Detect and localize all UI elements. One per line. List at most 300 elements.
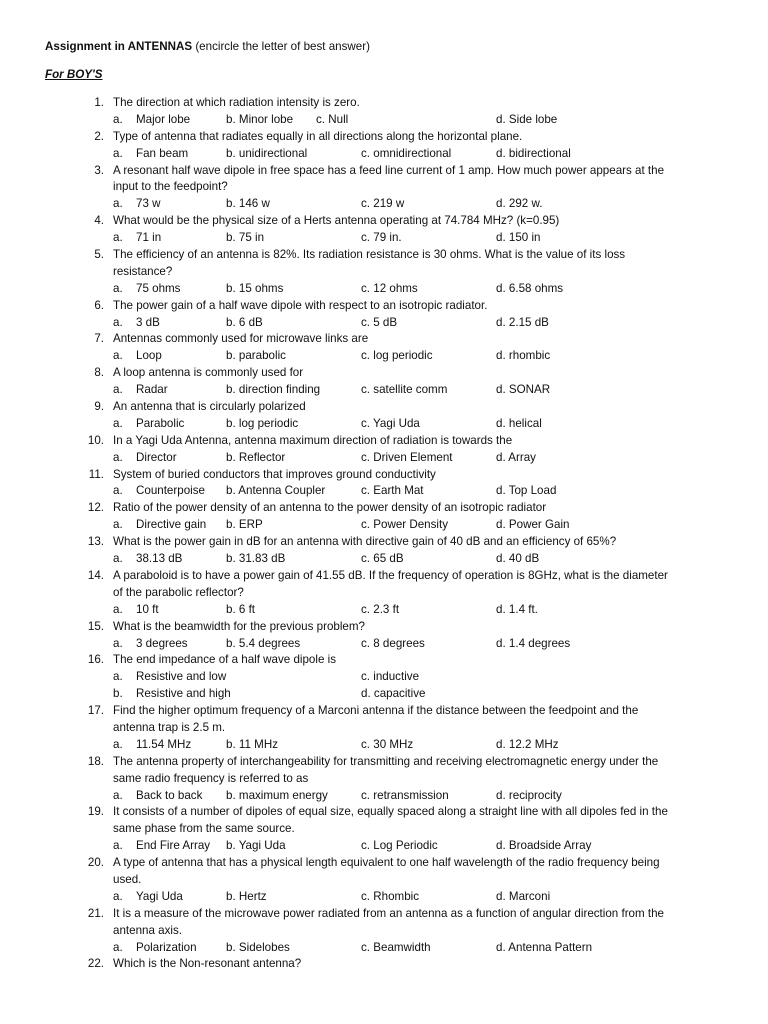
question-text: Find the higher optimum frequency of a Marconi antenna if the distance between the feedpoint and the xyxy=(113,704,639,718)
option-letter[interactable]: c. xyxy=(361,788,371,802)
option-text[interactable]: 12 ohms xyxy=(373,281,418,295)
option-text[interactable]: Antenna Coupler xyxy=(238,484,326,498)
option-letter[interactable]: b. xyxy=(226,839,236,853)
option-c[interactable] xyxy=(361,348,433,365)
option-letter[interactable]: c. xyxy=(316,112,326,126)
option-text[interactable]: log periodic xyxy=(373,349,433,363)
option-letter[interactable]: c. xyxy=(361,602,371,616)
question-text: same phase from the same source. xyxy=(113,822,295,836)
option-c[interactable] xyxy=(361,146,451,163)
option-b[interactable] xyxy=(226,838,286,855)
option-c[interactable] xyxy=(361,602,399,619)
option-d[interactable] xyxy=(496,889,550,906)
option-text[interactable]: Sidelobes xyxy=(238,940,290,954)
question-text: It is a measure of the microwave power radiated from an antenna as a function of angular direction from the xyxy=(113,906,664,920)
options-row xyxy=(0,636,768,653)
option-letter[interactable]: b. xyxy=(226,349,236,363)
question-line xyxy=(0,500,768,517)
option-letter[interactable]: d. xyxy=(496,552,506,566)
question-number: 1. xyxy=(94,96,104,109)
option-letter[interactable]: d. xyxy=(496,484,506,498)
option-letter[interactable]: a. xyxy=(113,636,123,650)
option-c[interactable] xyxy=(361,450,453,467)
option-letter[interactable]: b. xyxy=(226,383,236,397)
option-c[interactable] xyxy=(361,889,419,906)
option-letter[interactable]: c. xyxy=(361,889,371,903)
option-letter[interactable]: b. xyxy=(226,146,236,160)
option-text[interactable]: Yagi Uda xyxy=(373,416,420,430)
option-letter[interactable]: c. xyxy=(361,197,371,211)
option-text[interactable]: 292 w. xyxy=(508,197,543,211)
option-b[interactable] xyxy=(226,483,325,500)
question-line xyxy=(0,247,768,264)
option-text[interactable]: Fan beam xyxy=(136,146,189,160)
option-letter[interactable]: d. xyxy=(496,518,506,532)
option-text[interactable]: 6 ft xyxy=(238,602,256,616)
question-text: antenna axis. xyxy=(113,923,182,937)
option-letter[interactable]: a. xyxy=(113,889,123,903)
option-c[interactable] xyxy=(361,737,413,754)
question-line xyxy=(0,467,768,484)
question-line xyxy=(0,619,768,636)
question-text: A resonant half wave dipole in free space has a feed line current of 1 amp. How much power appears at the xyxy=(113,163,665,177)
option-text[interactable]: reciprocity xyxy=(508,788,562,802)
option-c[interactable] xyxy=(361,636,425,653)
option-letter[interactable]: b. xyxy=(226,315,236,329)
option-letter[interactable]: d. xyxy=(496,636,506,650)
option-letter[interactable]: d. xyxy=(496,450,506,464)
option-b[interactable] xyxy=(226,636,300,653)
option-second-column[interactable] xyxy=(361,686,425,703)
option-b[interactable] xyxy=(226,517,263,534)
option-text[interactable]: ERP xyxy=(238,518,263,532)
option-letter[interactable]: c. xyxy=(361,518,371,532)
question-number: 4. xyxy=(94,214,104,228)
option-letter[interactable]: c. xyxy=(361,940,371,954)
question-line xyxy=(0,855,768,872)
option-text[interactable]: 31.83 dB xyxy=(238,552,286,566)
option-letter[interactable]: b. xyxy=(226,636,236,650)
option-letter[interactable]: c. xyxy=(361,737,371,751)
question-line-continued xyxy=(0,585,768,602)
options-row xyxy=(0,416,768,433)
option-second-column[interactable] xyxy=(361,669,419,686)
option-text[interactable]: Top Load xyxy=(508,484,557,498)
question-number: 6. xyxy=(94,298,104,312)
option-text[interactable]: Loop xyxy=(136,349,162,363)
option-letter[interactable]: a. xyxy=(113,112,123,126)
option-text[interactable]: parabolic xyxy=(238,349,286,363)
option-c[interactable] xyxy=(361,483,424,500)
option-letter[interactable]: d. xyxy=(496,383,506,397)
assignment-header xyxy=(45,40,370,54)
options-row xyxy=(0,838,768,855)
option-text[interactable]: Antenna Pattern xyxy=(508,940,593,954)
option-letter[interactable]: b. xyxy=(226,112,236,126)
option-letter[interactable]: b. xyxy=(226,940,236,954)
option-b[interactable] xyxy=(226,348,286,365)
option-text[interactable]: Resistive and high xyxy=(136,687,231,701)
option-letter[interactable]: a. xyxy=(113,146,123,160)
option-letter[interactable]: a. xyxy=(113,737,123,751)
option-text[interactable]: maximum energy xyxy=(238,788,328,802)
option-text[interactable]: 8 degrees xyxy=(373,636,425,650)
option-text[interactable]: End Fire Array xyxy=(136,839,211,853)
option-b[interactable] xyxy=(226,551,285,568)
option-text[interactable]: 3 degrees xyxy=(136,636,188,650)
option-b[interactable] xyxy=(226,146,307,163)
option-text[interactable]: bidirectional xyxy=(508,146,571,160)
option-d[interactable] xyxy=(496,281,563,298)
option-d[interactable] xyxy=(496,348,550,365)
option-letter[interactable]: c. xyxy=(361,383,371,397)
option-letter[interactable]: a. xyxy=(113,383,123,397)
option-text[interactable]: 11 MHz xyxy=(238,737,278,751)
option-d[interactable] xyxy=(496,146,571,163)
question-text: System of buried conductors that improves ground conductivity xyxy=(113,467,436,481)
option-letter[interactable]: a. xyxy=(113,670,123,684)
option-letter[interactable]: d. xyxy=(496,416,506,430)
option-text[interactable]: Resistive and low xyxy=(136,670,227,684)
option-letter[interactable]: a. xyxy=(113,450,123,464)
question-text: used. xyxy=(113,872,142,886)
question-number: 19. xyxy=(87,805,104,819)
option-b[interactable] xyxy=(226,788,328,805)
option-text[interactable]: 150 in xyxy=(508,231,541,245)
option-letter[interactable]: a. xyxy=(113,940,123,954)
option-letter[interactable]: c. xyxy=(361,552,371,566)
question-text: What is the power gain in dB for an antenna with directive gain of 40 dB and an efficiency of 65%? xyxy=(113,535,617,549)
option-text[interactable]: 40 dB xyxy=(508,552,540,566)
option-b[interactable] xyxy=(226,196,270,213)
option-text[interactable]: Rhombic xyxy=(373,889,420,903)
option-letter[interactable]: c. xyxy=(361,349,371,363)
option-letter[interactable]: c. xyxy=(361,839,371,853)
option-text[interactable]: 38.13 dB xyxy=(136,552,183,566)
question-number: 3. xyxy=(94,163,104,177)
question-text: The power gain of a half wave dipole with respect to an isotropic radiator. xyxy=(113,298,488,312)
option-letter[interactable]: a. xyxy=(113,315,123,329)
option-letter[interactable]: d. xyxy=(496,839,506,853)
question-line xyxy=(0,652,768,669)
option-letter[interactable]: c. xyxy=(361,670,371,684)
question-text: In a Yagi Uda Antenna, antenna maximum direction of radiation is towards the xyxy=(113,433,513,447)
question-text: The end impedance of a half wave dipole is xyxy=(113,653,336,667)
option-letter[interactable]: a. xyxy=(113,518,123,532)
option-letter[interactable]: b. xyxy=(226,281,236,295)
option-text[interactable]: 79 in. xyxy=(373,231,402,245)
question-line xyxy=(0,956,768,973)
option-letter[interactable]: d. xyxy=(496,315,506,329)
option-c[interactable] xyxy=(361,517,448,534)
option-b[interactable] xyxy=(226,737,278,754)
option-text[interactable]: Power Gain xyxy=(508,518,570,532)
option-letter[interactable]: a. xyxy=(113,349,123,363)
option-text[interactable]: 6.58 ohms xyxy=(508,281,564,295)
option-b[interactable] xyxy=(226,112,293,129)
option-text[interactable]: 75 ohms xyxy=(136,281,181,295)
option-text[interactable]: retransmission xyxy=(373,788,449,802)
option-text[interactable]: 2.3 ft xyxy=(373,602,400,616)
options-row xyxy=(0,517,768,534)
question-number: 8. xyxy=(94,366,104,380)
option-letter[interactable]: b. xyxy=(226,231,236,245)
option-text[interactable]: Yagi Uda xyxy=(136,889,183,903)
option-letter[interactable]: a. xyxy=(113,788,123,802)
option-letter[interactable]: d. xyxy=(496,737,506,751)
option-text[interactable]: Null xyxy=(328,112,349,126)
option-text[interactable]: 11.54 MHz xyxy=(136,737,192,751)
options-row xyxy=(0,281,768,298)
option-letter[interactable]: b. xyxy=(226,737,236,751)
option-text[interactable]: 5.4 degrees xyxy=(238,636,301,650)
option-letter[interactable]: a. xyxy=(113,416,123,430)
question-text: It consists of a number of dipoles of equal size, equally spaced along a straight line with all dipoles fed in the xyxy=(113,805,668,819)
question-text: What would be the physical size of a Herts antenna operating at 74.784 MHz? (k=0.95) xyxy=(113,214,560,228)
option-text[interactable]: 10 ft xyxy=(136,602,159,616)
question-number: 11. xyxy=(88,467,104,481)
option-text[interactable]: 73 w xyxy=(136,197,161,211)
option-d[interactable] xyxy=(496,315,549,332)
options-row xyxy=(0,450,768,467)
option-letter[interactable]: b. xyxy=(226,518,236,532)
option-d[interactable] xyxy=(496,483,556,500)
option-text[interactable]: 6 dB xyxy=(238,315,263,329)
option-letter[interactable]: d. xyxy=(496,788,506,802)
option-text[interactable]: rhombic xyxy=(508,349,551,363)
options-row xyxy=(0,230,768,247)
option-d[interactable] xyxy=(496,602,538,619)
option-text[interactable]: Director xyxy=(136,450,177,464)
options-row xyxy=(0,686,768,703)
question-line xyxy=(0,568,768,585)
question-line-continued xyxy=(0,923,768,940)
option-d[interactable] xyxy=(496,450,536,467)
option-text[interactable]: 1.4 ft. xyxy=(508,602,538,616)
option-letter[interactable]: b. xyxy=(226,602,236,616)
option-text[interactable]: Polarization xyxy=(136,940,197,954)
option-d[interactable] xyxy=(496,230,541,247)
option-letter[interactable]: d. xyxy=(496,197,506,211)
question-text: A type of antenna that has a physical length equivalent to one half wavelength of the radio frequency being xyxy=(113,856,660,870)
option-c[interactable] xyxy=(361,315,397,332)
option-d[interactable] xyxy=(496,551,539,568)
option-text[interactable]: Hertz xyxy=(238,889,267,903)
option-letter[interactable]: c. xyxy=(361,315,371,329)
option-c[interactable] xyxy=(361,838,438,855)
option-d[interactable] xyxy=(496,838,591,855)
question-line xyxy=(0,129,768,146)
option-text[interactable]: Parabolic xyxy=(136,416,185,430)
option-text[interactable]: unidirectional xyxy=(238,146,308,160)
option-d[interactable] xyxy=(496,416,542,433)
option-text[interactable]: helical xyxy=(508,416,542,430)
question-line xyxy=(0,298,768,315)
question-text: Ratio of the power density of an antenna to the power density of an isotropic radiator xyxy=(113,501,547,515)
option-text[interactable]: Earth Mat xyxy=(373,484,424,498)
option-letter[interactable]: d. xyxy=(496,940,506,954)
option-letter[interactable]: c. xyxy=(361,281,371,295)
question-text: Which is the Non-resonant antenna? xyxy=(113,957,302,971)
option-text[interactable]: Power Density xyxy=(373,518,449,532)
option-b[interactable] xyxy=(226,315,263,332)
option-c[interactable] xyxy=(361,551,404,568)
option-text[interactable]: Side lobe xyxy=(508,112,558,126)
option-text[interactable]: 75 in xyxy=(238,231,265,245)
question-line xyxy=(0,365,768,382)
question-line xyxy=(0,95,768,112)
option-text[interactable]: 219 w xyxy=(373,197,405,211)
option-d[interactable] xyxy=(496,196,542,213)
question-text: resistance? xyxy=(113,264,173,278)
option-letter[interactable]: a. xyxy=(113,281,123,295)
options-row xyxy=(0,602,768,619)
option-text[interactable]: Broadside Array xyxy=(508,839,592,853)
option-letter[interactable]: a. xyxy=(113,231,123,245)
question-line-continued xyxy=(0,821,768,838)
option-letter[interactable]: c. xyxy=(361,231,371,245)
option-letter[interactable]: b. xyxy=(226,416,236,430)
option-text[interactable]: Minor lobe xyxy=(238,112,294,126)
option-text[interactable]: Marconi xyxy=(508,889,551,903)
option-letter[interactable]: b. xyxy=(113,687,123,701)
question-number: 13. xyxy=(87,535,104,549)
option-text[interactable]: Log Periodic xyxy=(373,839,438,853)
option-b[interactable] xyxy=(226,281,283,298)
option-b[interactable] xyxy=(226,940,290,957)
question-line xyxy=(0,804,768,821)
option-letter[interactable]: b. xyxy=(226,450,236,464)
option-text[interactable]: Reflector xyxy=(238,450,286,464)
option-b[interactable] xyxy=(226,416,298,433)
option-c[interactable] xyxy=(361,416,420,433)
question-number: 12. xyxy=(87,501,104,515)
option-d[interactable] xyxy=(496,636,570,653)
option-letter[interactable]: d. xyxy=(496,349,506,363)
option-text[interactable]: 30 MHz xyxy=(373,737,414,751)
option-text[interactable]: 71 in xyxy=(136,231,162,245)
assignment-title: Assignment in ANTENNAS xyxy=(45,40,193,53)
option-c[interactable] xyxy=(361,382,447,399)
question-text: The efficiency of an antenna is 82%. Its radiation resistance is 30 ohms. What is the value of its loss xyxy=(113,248,626,262)
option-letter[interactable]: d. xyxy=(496,281,506,295)
option-letter[interactable]: d. xyxy=(496,112,506,126)
option-text[interactable]: 15 ohms xyxy=(238,281,284,295)
question-number: 20. xyxy=(87,856,104,870)
question-text: same radio frequency is referred to as xyxy=(113,771,309,785)
options-row xyxy=(0,483,768,500)
option-b[interactable] xyxy=(226,382,320,399)
option-text[interactable]: Directive gain xyxy=(136,518,207,532)
option-c[interactable] xyxy=(361,788,449,805)
option-letter[interactable]: d. xyxy=(496,146,506,160)
option-letter[interactable]: d. xyxy=(496,889,506,903)
option-c[interactable] xyxy=(361,196,404,213)
option-text[interactable]: inductive xyxy=(373,670,420,684)
option-d[interactable] xyxy=(496,940,592,957)
option-text[interactable]: omnidirectional xyxy=(373,146,452,160)
option-d[interactable] xyxy=(496,517,569,534)
option-text[interactable]: log periodic xyxy=(238,416,299,430)
option-letter[interactable]: a. xyxy=(113,552,123,566)
option-letter[interactable]: c. xyxy=(361,636,371,650)
option-text[interactable]: Beamwidth xyxy=(373,940,431,954)
option-letter[interactable]: a. xyxy=(113,484,123,498)
option-letter[interactable]: b. xyxy=(226,889,236,903)
option-b[interactable] xyxy=(226,450,285,467)
option-d[interactable] xyxy=(496,112,557,129)
question-line-continued xyxy=(0,720,768,737)
option-text[interactable]: SONAR xyxy=(508,383,551,397)
option-text[interactable]: Array xyxy=(508,450,536,464)
question-text: Antennas commonly used for microwave links are xyxy=(113,332,369,346)
option-text[interactable]: Radar xyxy=(136,383,168,397)
question-number: 21. xyxy=(87,906,104,920)
question-text: A loop antenna is commonly used for xyxy=(113,366,304,380)
option-letter[interactable]: b. xyxy=(226,197,236,211)
option-b[interactable] xyxy=(226,889,267,906)
question-number: 14. xyxy=(87,568,104,582)
option-text[interactable]: Driven Element xyxy=(373,450,453,464)
option-text[interactable]: 3 dB xyxy=(136,315,160,329)
option-c[interactable] xyxy=(316,112,348,129)
option-text[interactable]: capacitive xyxy=(373,687,426,701)
option-letter[interactable]: d. xyxy=(496,602,506,616)
option-letter[interactable]: d. xyxy=(361,687,371,701)
option-d[interactable] xyxy=(496,737,559,754)
option-d[interactable] xyxy=(496,382,550,399)
option-letter[interactable]: c. xyxy=(361,416,371,430)
option-text[interactable]: 65 dB xyxy=(373,552,404,566)
option-c[interactable] xyxy=(361,230,402,247)
option-text[interactable]: direction finding xyxy=(238,383,321,397)
option-text[interactable]: Back to back xyxy=(136,788,203,802)
options-row xyxy=(0,315,768,332)
option-letter[interactable]: a. xyxy=(113,839,123,853)
options-row xyxy=(0,669,768,686)
option-letter[interactable]: b. xyxy=(226,552,236,566)
section-label: For BOY'S xyxy=(45,68,103,81)
option-text[interactable]: 12.2 MHz xyxy=(508,737,559,751)
question-text: What is the beamwidth for the previous problem? xyxy=(113,619,365,633)
option-text[interactable]: 1.4 degrees xyxy=(508,636,571,650)
option-b[interactable] xyxy=(226,602,255,619)
option-letter[interactable]: c. xyxy=(361,146,371,160)
option-text[interactable]: Major lobe xyxy=(136,112,191,126)
option-text[interactable]: 2.15 dB xyxy=(508,315,549,329)
option-b[interactable] xyxy=(226,230,264,247)
option-letter[interactable]: c. xyxy=(361,450,371,464)
option-text[interactable]: Counterpoise xyxy=(136,484,205,498)
option-text[interactable]: satellite comm xyxy=(373,383,448,397)
question-line xyxy=(0,703,768,720)
option-d[interactable] xyxy=(496,788,562,805)
question-number: 2. xyxy=(94,129,104,143)
option-letter[interactable]: a. xyxy=(113,197,123,211)
option-letter[interactable]: d. xyxy=(496,231,506,245)
question-line xyxy=(0,433,768,450)
option-letter[interactable]: b. xyxy=(226,788,236,802)
option-text[interactable]: Yagi Uda xyxy=(238,839,286,853)
option-c[interactable] xyxy=(361,940,431,957)
option-letter[interactable]: a. xyxy=(113,602,123,616)
question-number: 16. xyxy=(87,653,104,667)
option-c[interactable] xyxy=(361,281,418,298)
option-text[interactable]: 146 w xyxy=(238,197,270,211)
option-letter[interactable]: b. xyxy=(226,484,236,498)
option-letter[interactable]: c. xyxy=(361,484,371,498)
option-text[interactable]: 5 dB xyxy=(373,315,398,329)
